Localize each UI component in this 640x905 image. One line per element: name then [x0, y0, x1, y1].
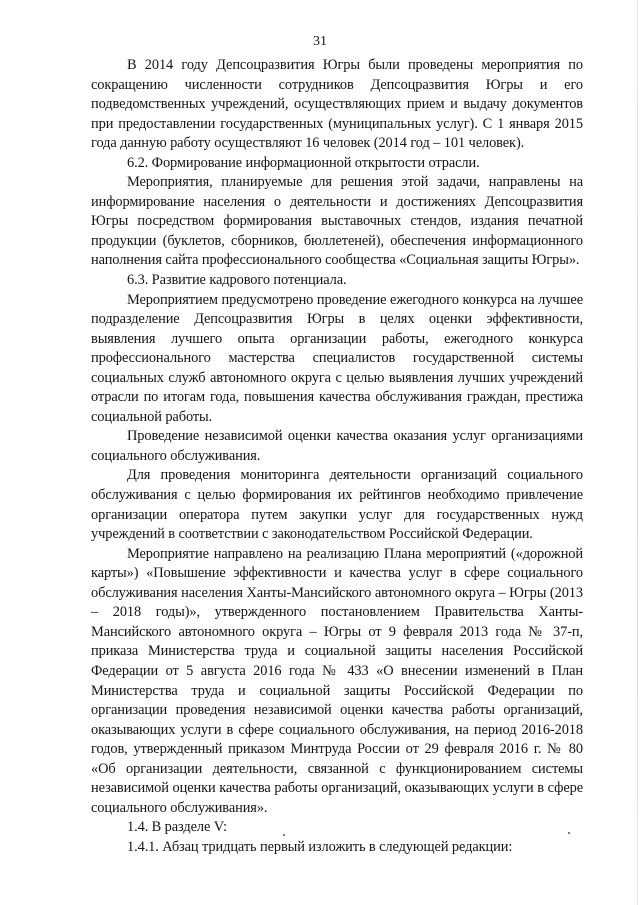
paragraph-staff-reduction: В 2014 году Депсоцразвития Югры были проведены мероприятия по сокращению численности сотрудников Депсоцразвития Югры и его подведомственных учреждений, осуществляющих прием и выдачу документов при предоставлении государственных (муниципальных услуг). С 1 января 2015 года данную работу осуществляют 16 человек (2014 год – 101 человек). [91, 57, 583, 152]
section-heading-6-3: 6.3. Развитие кадрового потенциала. [127, 272, 347, 289]
paragraph-monitoring: Для проведения мониторинга деятельности организаций социального обслуживания с целью формирования их рейтингов необходимо привлечение организации оператора путем закупки услуг для государственных нужд учреждений в соответствии с законодательством Российской Федерации. [91, 467, 583, 543]
paragraph-independent-assessment: Проведение независимой оценки качества оказания услуг организациями социального обслуживания. [91, 428, 583, 464]
paragraph-paragraph-31: 1.4.1. Абзац тридцать первый изложить в следующей редакции: [127, 838, 513, 855]
paragraph-roadmap: Мероприятие направлено на реализацию Плана мероприятий («дорожной карты») «Повышение эффективности и качества услуг в сфере социального обслуживания населения Ханты-Мансийского автономного округа – Югры (2013 – 2018 годы)», утвержденного постановлением Правительства Ханты-Мансийского автономного округа – Югры от 9 февраля 2013 года № 37-п, приказа Министерства труда и социальной защиты населения Российской Федерации от 5 августа 2016 года № 433 «О внесении изменений в План Министерства труда и социальной защиты Российской Федерации по организации проведения независимой оценки качества работы организаций, оказывающих услуги в сфере социального обслуживания, на период 2016-2018 годов, утвержденный приказом Минтруда России от 29 февраля 2016 г. № 80 «Об организации деятельности, связанной с функционированием системы независимой оценки качества работы организаций, оказывающих услуги в сфере социального обслуживания». [91, 545, 583, 816]
scan-edge-line [637, 0, 638, 905]
paragraph-information-openness: Мероприятия, планируемые для решения этой задачи, направлены на информирование населения о деятельности и достижениях Депсоцразвития Югры посредством формирования выставочных стендов, издания печатной продукции (буклетов, сборников, бюллетеней), обеспечения информационного наполнения сайта профессионального сообщества «Социальная защиты Югры». [91, 174, 583, 269]
page-number: 31 [313, 34, 327, 49]
paragraph-competition: Мероприятием предусмотрено проведение ежегодного конкурса на лучшее подразделение Депсоцразвития Югры в целях оценки эффективности, выявления лучшего опыта организации работы, ежегодного конкурса профессионального мастерства специалистов государственной системы социальных служб автономного округа с целью выявления лучших учреждений отрасли по итогам года, повышения качества обслуживания граждан, престижа социальной работы. [91, 291, 583, 425]
section-heading-6-2: 6.2. Формирование информационной открытости отрасли. [127, 154, 480, 171]
scan-speck [283, 834, 285, 836]
scan-speck [568, 832, 570, 834]
document-body [91, 56, 583, 857]
paragraph-section-v: 1.4. В разделе V: [127, 819, 227, 836]
